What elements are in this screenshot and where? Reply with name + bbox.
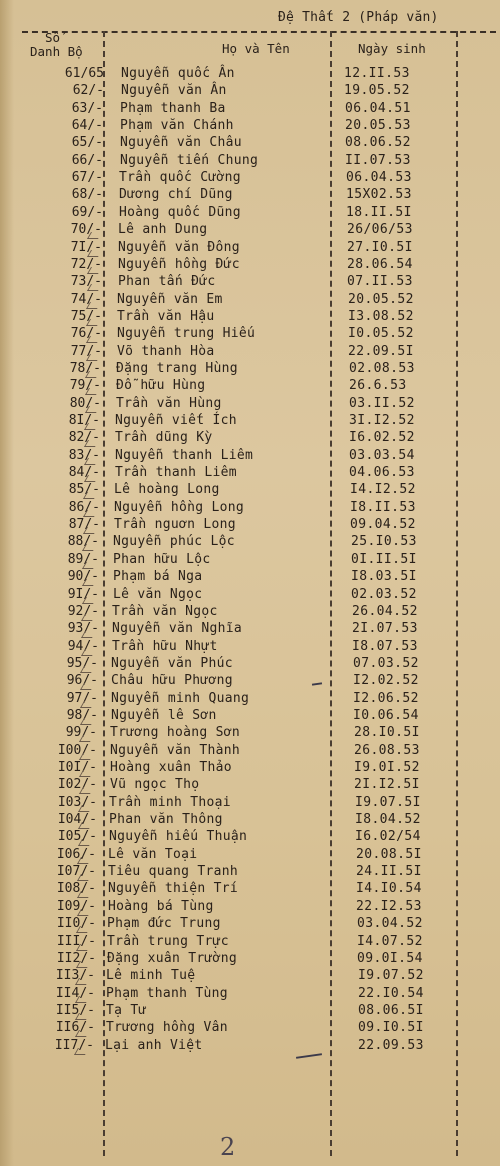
birth-date: 26/06/53 (347, 222, 413, 238)
birth-date: 28.I0.5I (354, 725, 420, 741)
birth-date: 27.I0.5I (347, 239, 413, 255)
birth-date: II.07.53 (345, 152, 411, 168)
table-row (0, 240, 500, 256)
row-number: 78/- (69, 360, 101, 376)
student-name: Đặng xuân Trường (107, 950, 238, 966)
student-name: Châu hữu Phương (111, 673, 233, 689)
row-number: 97/- (66, 690, 98, 706)
table-row (0, 118, 500, 134)
birth-date: 18.II.5I (346, 204, 412, 220)
row-number: 7I/- (70, 239, 102, 255)
row-number: 9I/- (67, 586, 99, 602)
student-name: Nguyễn văn Nghĩa (112, 621, 243, 637)
row-number: 75/- (70, 308, 102, 324)
birth-date: 20.08.5I (356, 846, 422, 862)
table-row (0, 500, 500, 516)
row-number: 65/- (71, 135, 103, 151)
row-number: 66/- (71, 152, 103, 168)
row-number: 89/- (67, 551, 99, 567)
birth-date: 20.05.53 (345, 118, 411, 134)
row-number: II0/- (56, 916, 96, 932)
row-number: I02/- (57, 777, 97, 793)
row-number: I05/- (57, 829, 97, 845)
table-row (0, 829, 500, 845)
birth-date: I8.03.5I (351, 569, 417, 585)
student-name: Trương hoàng Sơn (110, 725, 241, 741)
birth-date: I0.06.54 (353, 707, 419, 723)
student-name: Hoàng quốc Dũng (119, 204, 241, 220)
table-row (0, 326, 500, 342)
row-number: I09/- (56, 898, 96, 914)
table-row (0, 621, 500, 637)
student-name: Trần thanh Liêm (115, 465, 237, 481)
birth-date: I2.06.52 (353, 690, 419, 706)
row-number: I00/- (57, 742, 97, 758)
row-number: 82/- (68, 430, 100, 446)
birth-date: 04.06.53 (349, 465, 415, 481)
student-name: Nguyễn thiện Trí (108, 881, 239, 897)
table-row (0, 639, 500, 655)
row-number: 83/- (68, 447, 100, 463)
table-row (0, 569, 500, 585)
table-row (0, 587, 500, 603)
birth-date: 26.04.52 (352, 603, 418, 619)
student-name: Nguyễn hiếu Thuận (109, 829, 248, 845)
table-row (0, 378, 500, 394)
row-number: 68/- (71, 187, 103, 203)
student-name: Lê văn Ngọc (113, 586, 203, 602)
student-name: Phạm bá Nga (113, 569, 203, 585)
student-name: Đỗ hữu Hùng (116, 378, 206, 394)
student-name: Nguyễn viết Ích (115, 413, 237, 428)
student-name: Nguyễn lê Sơn (111, 707, 217, 723)
student-name: Trần trung Trực (107, 933, 229, 949)
student-name: Phạm văn Chánh (120, 118, 234, 134)
table-row (0, 1003, 500, 1019)
row-number: 96/- (66, 673, 98, 689)
birth-date: I4.I0.54 (356, 881, 422, 897)
row-number: 62/- (72, 83, 104, 99)
table-row (0, 604, 500, 620)
birth-date: 24.II.5I (356, 864, 422, 880)
birth-date: I8.II.53 (350, 499, 416, 515)
birth-date: I3.08.52 (348, 308, 414, 324)
table-row (0, 916, 500, 932)
student-name: Trần hữu Nhựt (112, 638, 218, 654)
table-row (0, 430, 500, 446)
table-row (0, 292, 500, 308)
student-name: Dương chí Dũng (119, 187, 233, 203)
header-so: Số (45, 30, 61, 45)
table-row (0, 708, 500, 724)
birth-date: 08.06.5I (358, 1002, 424, 1018)
table-row (0, 187, 500, 203)
row-number: II5/- (55, 1002, 95, 1018)
table-row (0, 413, 500, 429)
table-row (0, 552, 500, 568)
table-row (0, 66, 500, 82)
row-number: 67/- (71, 170, 103, 186)
student-name: Nguyễn văn Em (117, 291, 223, 307)
row-number: I03/- (57, 794, 97, 810)
birth-date: 0I.II.5I (351, 551, 417, 567)
student-name: Nguyễn hồng Đức (118, 256, 240, 272)
row-number: 61/65 (64, 66, 104, 81)
table-row (0, 899, 500, 915)
student-name: Hoàng xuân Thảo (110, 760, 232, 775)
student-name: Lê minh Tuệ (106, 968, 196, 984)
table-row (0, 135, 500, 151)
student-name: Phạm thanh Tùng (106, 985, 228, 1001)
table-row (0, 673, 500, 689)
student-name: Nguyễn trung Hiếu (117, 326, 256, 342)
student-name: Nguyễn thanh Liêm (115, 447, 254, 463)
row-number: 70/- (70, 222, 102, 238)
birth-date: 22.09.5I (348, 343, 414, 359)
table-row (0, 691, 500, 707)
table-row (0, 222, 500, 238)
table-row (0, 725, 500, 741)
birth-date: 03.03.54 (349, 447, 415, 463)
row-number: 87/- (68, 517, 100, 533)
table-row (0, 344, 500, 360)
row-number: 86/- (68, 499, 100, 515)
student-name: Tạ Tư (106, 1002, 147, 1018)
table-row (0, 743, 500, 759)
table-row (0, 534, 500, 550)
row-number: 84/- (68, 465, 100, 481)
birth-date: 03.II.52 (349, 395, 415, 411)
birth-date: 03.04.52 (357, 916, 423, 932)
row-number: 73/- (70, 274, 102, 290)
student-name: Đặng trang Hùng (116, 360, 238, 376)
table-row (0, 812, 500, 828)
birth-date: 22.09.53 (358, 1037, 424, 1053)
row-number: 69/- (71, 204, 103, 220)
birth-date: 07.II.53 (347, 274, 413, 290)
row-number: I0I/- (57, 760, 97, 775)
student-name: Phan hữu Lộc (113, 551, 211, 567)
student-name: Trương hồng Vân (106, 1020, 228, 1036)
row-number: 98/- (66, 707, 98, 723)
table-row (0, 465, 500, 481)
table-row (0, 101, 500, 117)
table-row (0, 170, 500, 186)
birth-date: I6.02/54 (355, 829, 421, 845)
birth-date: 22.I0.54 (358, 985, 424, 1001)
row-number: I08/- (56, 881, 96, 897)
pen-mark (296, 1053, 322, 1059)
table-row (0, 83, 500, 99)
birth-date: 25.I0.53 (351, 534, 417, 550)
table-row (0, 205, 500, 221)
header-name: Họ và Tên (222, 41, 290, 56)
row-number: 63/- (71, 100, 103, 116)
row-number: 64/- (71, 118, 103, 134)
birth-date: 02.08.53 (349, 360, 415, 376)
class-title: Đệ Thất 2 (Pháp văn) (278, 10, 439, 25)
table-row (0, 864, 500, 880)
birth-date: 09.04.52 (350, 517, 416, 533)
student-name: Trần quốc Cường (119, 170, 241, 186)
table-row (0, 951, 500, 967)
birth-date: 02.03.52 (351, 586, 417, 602)
birth-date: 22.I2.53 (356, 898, 422, 914)
student-name: Hoàng bá Tùng (108, 898, 214, 914)
row-number: 90/- (67, 569, 99, 585)
student-name: Nguyễn văn Ân (121, 83, 227, 99)
row-number: 74/- (70, 291, 102, 307)
row-number: II6/- (55, 1020, 95, 1036)
birth-date: 07.03.52 (353, 655, 419, 671)
row-number: II3/- (55, 968, 95, 984)
birth-date: 3I.I2.52 (349, 413, 415, 428)
student-name: Trần dũng Kỳ (115, 430, 213, 446)
birth-date: 26.08.53 (354, 742, 420, 758)
student-name: Nguyễn văn Đông (118, 239, 240, 255)
birth-date: 12.II.53 (344, 66, 410, 81)
row-number: 99/- (65, 725, 97, 741)
student-name: Trần văn Ngọc (112, 603, 218, 619)
table-row (0, 274, 500, 290)
row-number: 76/- (70, 326, 102, 342)
student-name: Lại anh Việt (105, 1037, 203, 1053)
row-number: 77/- (70, 343, 102, 359)
table-row (0, 881, 500, 897)
student-name: Trần văn Hậu (117, 308, 215, 324)
birth-date: I9.07.5I (355, 794, 421, 810)
student-name: Nguyễn minh Quang (111, 690, 250, 706)
table-row (0, 309, 500, 325)
birth-date: 2I.I2.5I (354, 777, 420, 793)
student-name: Trần minh Thoại (109, 794, 231, 810)
table-row (0, 482, 500, 498)
birth-date: 20.05.52 (348, 291, 414, 307)
student-name: Phạm thanh Ba (120, 100, 226, 116)
birth-date: 09.I0.5I (358, 1020, 424, 1036)
student-name: Nguyễn quốc Ân (121, 66, 235, 81)
row-number: 80/- (69, 395, 101, 411)
student-name: Võ thanh Hòa (117, 343, 215, 359)
birth-date: 09.0I.54 (357, 950, 423, 966)
student-name: Phan văn Thông (109, 812, 223, 828)
student-name: Lê anh Dung (118, 222, 208, 238)
birth-date: 2I.07.53 (352, 621, 418, 637)
table-row (0, 760, 500, 776)
birth-date: I4.07.52 (357, 933, 423, 949)
table-row (0, 361, 500, 377)
student-name: Phan tấn Đức (118, 274, 216, 290)
birth-date: I6.02.52 (349, 430, 415, 446)
birth-date: 26.6.53 (349, 378, 407, 394)
birth-date: I8.04.52 (355, 812, 421, 828)
row-number: II2/- (56, 950, 96, 966)
table-row (0, 153, 500, 169)
row-number: I06/- (56, 846, 96, 862)
header-danh-bo: Danh Bộ (30, 44, 83, 59)
table-row (0, 968, 500, 984)
table-row (0, 795, 500, 811)
row-number: II4/- (55, 985, 95, 1001)
student-name: Trần nguơn Long (114, 517, 236, 533)
row-number: 72/- (70, 256, 102, 272)
header-top-rule (22, 31, 496, 33)
birth-date: 06.04.51 (345, 100, 411, 116)
student-name: Phạm đức Trung (107, 916, 221, 932)
student-name: Nguyễn văn Phúc (111, 655, 233, 671)
page-number: 2 (220, 1133, 236, 1161)
row-number: 88/- (67, 534, 99, 550)
birth-date: I0.05.52 (348, 326, 414, 342)
row-number: I04/- (57, 812, 97, 828)
birth-date: 15X02.53 (346, 187, 412, 203)
table-row (0, 1020, 500, 1036)
table-row (0, 517, 500, 533)
row-number: 95/- (66, 655, 98, 671)
birth-date: I9.0I.52 (354, 760, 420, 775)
birth-date: I2.02.52 (353, 673, 419, 689)
row-number: 79/- (69, 378, 101, 394)
student-name: Lê văn Toại (108, 846, 198, 862)
birth-date: 06.04.53 (346, 170, 412, 186)
birth-date: 08.06.52 (345, 135, 411, 151)
student-name: Nguyễn văn Châu (120, 135, 242, 151)
row-number: 92/- (67, 603, 99, 619)
row-number: 8I/- (68, 413, 100, 428)
row-number: 93/- (67, 621, 99, 637)
student-name: Vũ ngọc Thọ (110, 777, 200, 793)
table-row (0, 656, 500, 672)
row-number: 94/- (67, 638, 99, 654)
row-number: I07/- (56, 864, 96, 880)
row-number: 85/- (68, 482, 100, 498)
birth-date: I4.I2.52 (350, 482, 416, 498)
student-name: Nguyễn tiến Chung (120, 152, 259, 168)
student-name: Nguyễn hồng Long (114, 499, 245, 515)
header-birth-date: Ngày sinh (358, 41, 426, 56)
table-row (0, 396, 500, 412)
birth-date: 28.06.54 (347, 256, 413, 272)
student-name: Tiêu quang Tranh (108, 864, 239, 880)
student-name: Nguyễn phúc Lộc (113, 534, 235, 550)
table-row (0, 847, 500, 863)
student-name: Trần văn Hùng (116, 395, 222, 411)
table-row (0, 934, 500, 950)
table-row (0, 777, 500, 793)
birth-date: I9.07.52 (358, 968, 424, 984)
table-row (0, 986, 500, 1002)
row-number: II7/- (54, 1037, 94, 1053)
student-name: Nguyễn văn Thành (110, 742, 241, 758)
birth-date: 19.05.52 (344, 83, 410, 99)
table-row (0, 448, 500, 464)
row-number: III/- (56, 933, 96, 949)
student-name: Lê hoàng Long (114, 482, 220, 498)
birth-date: I8.07.53 (352, 638, 418, 654)
table-row (0, 257, 500, 273)
